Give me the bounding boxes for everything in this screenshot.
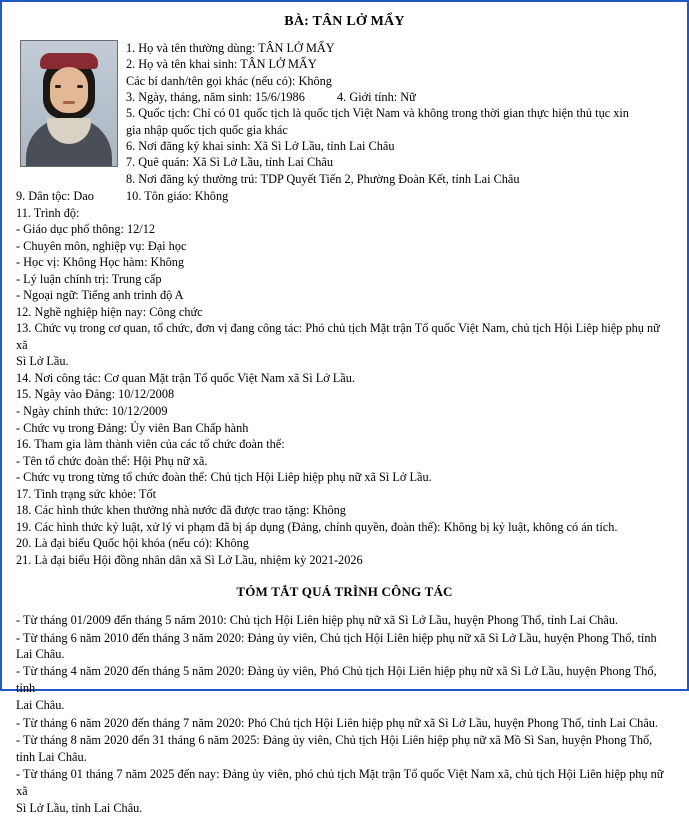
career-heading: TÓM TẮT QUÁ TRÌNH CÔNG TÁC (236, 584, 453, 600)
field-alias: Các bí danh/tên gọi khác (nếu có): Không (126, 73, 332, 88)
career-entry: - Từ tháng 01 tháng 7 năm 2025 đến nay: Đảng ủy viên, phó chủ tịch Mặt trận Tổ quốc Việt Nam xã, chủ tịch Hội Liên hiệp phụ nữ xã (16, 766, 664, 798)
field-degree-title: - Học vị: Không Học hàm: Không (16, 255, 185, 270)
field-health-status: 17. Tình trạng sức khỏe: Tốt (16, 486, 157, 501)
field-nationality-line2: gia nhập quốc tịch quốc gia khác (126, 122, 288, 137)
field-disciplinary: 19. Các hình thức kỷ luật, xử lý vi phạm đã bị áp dụng (Đảng, chính quyền, đoàn thể): Không bị kỷ luật, không có án tích. (16, 519, 618, 534)
career-entry: - Từ tháng 01/2009 đến tháng 5 năm 2010: Chủ tịch Hội Liên hiệp phụ nữ xã Sì Lở Lầu, huyện Phong Thổ, tỉnh Lai Châu. (16, 613, 619, 628)
career-section (16, 612, 673, 816)
photo-eye-right (77, 85, 83, 88)
field-gender: 4. Giới tính: Nữ (337, 90, 416, 105)
field-political-theory: - Lý luận chính trị: Trung cấp (16, 271, 162, 286)
details-section (16, 188, 673, 568)
field-dob-gender (126, 89, 673, 105)
field-full-name: 1. Họ và tên thường dùng: TÂN LỞ MẨY (126, 41, 335, 55)
career-entry: Sì Lở Lầu, tỉnh Lai Châu. (16, 800, 143, 815)
field-awards: 18. Các hình thức khen thưởng nhà nước đã được trao tặng: Không (16, 503, 346, 518)
field-people-council: 21. Là đại biểu Hội đồng nhân dân xã Sì Lở Lầu, nhiệm kỳ 2021-2026 (16, 552, 363, 567)
identity-fields (126, 40, 673, 187)
field-party-position: - Chức vụ trong Đảng: Ủy viên Ban Chấp hành (16, 420, 249, 435)
field-hometown: 7. Quê quán: Xã Sì Lở Lầu, tỉnh Lai Châu (126, 155, 333, 170)
career-entry: - Từ tháng 6 năm 2020 đến tháng 7 năm 2020: Phó Chủ tịch Hội Liên hiệp phụ nữ xã Sì Lở Lầu, huyện Phong Thổ, tỉnh Lai Châu. (16, 715, 659, 730)
career-entry: Lai Châu. (16, 698, 65, 713)
field-national-assembly: 20. Là đại biểu Quốc hội khóa (nếu có): Không (16, 536, 249, 551)
field-dob: 3. Ngày, tháng, năm sinh: 15/6/1986 (126, 90, 305, 105)
field-occupation: 12. Nghề nghiệp hiện nay: Công chức (16, 304, 203, 319)
photo-face (50, 67, 88, 113)
field-birth-name: 2. Họ và tên khai sinh: TÂN LỞ MẨY (126, 57, 317, 72)
field-workplace: 14. Nơi công tác: Cơ quan Mặt trận Tổ quốc Việt Nam xã Sì Lở Lầu. (16, 370, 355, 385)
field-ethnic: 9. Dân tộc: Dao (16, 189, 94, 204)
field-religion: 10. Tôn giáo: Không (126, 189, 229, 204)
field-party-join-date: 15. Ngày vào Đảng: 10/12/2008 (16, 387, 175, 402)
photo-mouth (63, 101, 75, 104)
field-current-position-cont: Sì Lở Lầu. (16, 354, 69, 369)
field-foreign-language: - Ngoại ngữ: Tiếng anh trình độ A (16, 288, 184, 303)
field-organization-name: - Tên tổ chức đoàn thể: Hội Phụ nữ xã. (16, 453, 208, 468)
career-entry: - Từ tháng 4 năm 2020 đến tháng 5 năm 2020: Đảng ủy viên, Phó Chủ tịch Hội Liên hiệp phụ nữ xã Sì Lở Lầu, huyện Phong Thổ, tỉnh (16, 664, 657, 696)
field-birth-registration: 6. Nơi đăng ký khai sinh: Xã Sì Lở Lầu, tỉnh Lai Châu (126, 139, 395, 154)
career-entry: - Từ tháng 8 năm 2020 đến 31 tháng 6 năm 2025: Đảng ủy viên, Chủ tịch Hội Liên hiệp phụ nữ xã Mồ Sì San, huyện Phong Thổ, tỉnh Lai Châu. (16, 732, 653, 764)
identity-section (16, 40, 673, 187)
field-current-position: 13. Chức vụ trong cơ quan, tổ chức, đơn vị đang công tác: Phó chủ tịch Mặt trận Tổ quốc Việt Nam, chủ tịch Hội Liêp hiệp phụ nữ xã (16, 321, 660, 352)
field-organization-position: - Chức vụ trong từng tổ chức đoàn thể: Chủ tịch Hội Liêp hiệp phụ nữ xã Sì Lở Lầu. (16, 470, 432, 485)
field-organizations-heading: 16. Tham gia làm thành viên của các tổ chức đoàn thể: (16, 437, 285, 452)
field-nationality-line1: 5. Quốc tịch: Chỉ có 01 quốc tịch là quốc tịch Việt Nam và không trong thời gian thực hiện thủ tục xin (126, 106, 629, 121)
field-professional-qualification: - Chuyên môn, nghiệp vụ: Đại học (16, 238, 187, 253)
field-party-official-date: - Ngày chính thức: 10/12/2009 (16, 404, 168, 418)
photo-eye-left (55, 85, 61, 88)
field-general-education: - Giáo dục phổ thông: 12/12 (16, 222, 156, 237)
page-title: BÀ: TÂN LỞ MẨY (284, 14, 405, 29)
field-education-heading: 11. Trình độ: (16, 205, 80, 220)
field-residence: 8. Nơi đăng ký thường trú: TDP Quyết Tiến 2, Phường Đoàn Kết, tỉnh Lai Châu (126, 171, 520, 186)
career-entry: - Từ tháng 6 năm 2010 đến tháng 3 năm 2020: Đảng ủy viên, Chủ tịch Hội Liên hiệp phụ nữ xã Sì Lở Lầu, huyện Phong Thổ, tỉnh Lai Châu. (16, 630, 657, 662)
field-ethnic-religion (16, 188, 673, 205)
portrait-photo (20, 40, 118, 167)
photo-container (20, 40, 116, 167)
